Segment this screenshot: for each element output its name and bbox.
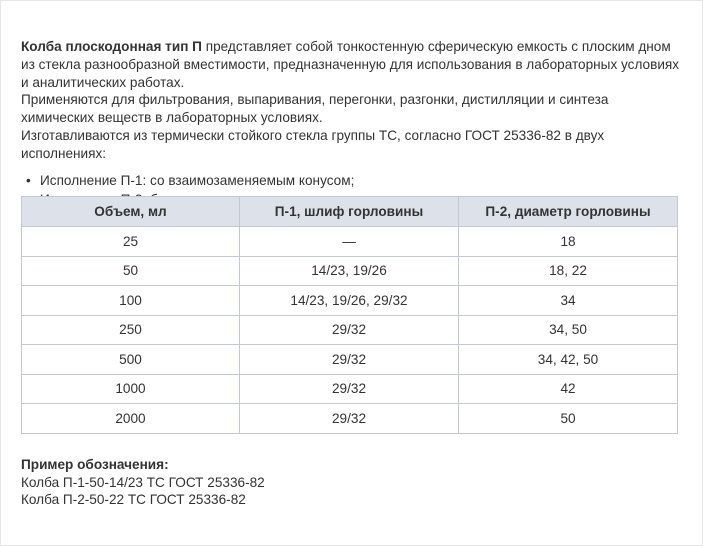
table-row [22,256,678,286]
cell-p2: 50 [459,404,678,434]
cell-p1: 29/32 [240,315,459,345]
manufacture-text: Изготавливаются из термически стойкого стекла группы ТС, согласно ГОСТ 25336-82 в двух исполнениях: [21,127,605,161]
specs-table [21,196,678,434]
designation-example [21,456,265,509]
cell-volume: 100 [22,286,240,316]
cell-p2: 34, 42, 50 [459,345,678,375]
cell-p2: 34 [459,286,678,316]
cell-p1: 29/32 [240,404,459,434]
cell-volume: 500 [22,345,240,375]
cell-p2: 42 [459,374,678,404]
description [21,38,681,209]
cell-p1: — [240,227,459,257]
cell-volume: 250 [22,315,240,345]
table-row [22,345,678,375]
table-row [22,315,678,345]
example-heading [21,456,265,474]
cell-volume: 50 [22,256,240,286]
table-header-row [22,197,678,227]
intro-text: представляет собой тонкостенную сферическую емкость с плоским дном из стекла разнообразной вместимости, предназначенную для использования в лабораторных условиях и аналитических работах. [21,39,680,90]
list-item: • Исполнение П-1: со взаимозаменяемым конусом; [40,171,681,190]
cell-p1: 14/23, 19/26 [240,256,459,286]
intro-paragraph [21,38,681,91]
cell-volume: 1000 [22,374,240,404]
table-row [22,374,678,404]
table-row [22,227,678,257]
example-line: Колба П-1-50-14/23 ТС ГОСТ 25336-82 [21,474,265,490]
usage-text: Применяются для фильтрования, выпаривания, перегонки, разгонки, дистилляции и синтеза химических веществ в лабораторных условиях. [21,92,609,126]
header-p2: П-2, диаметр горловины [459,197,678,227]
table-row [22,286,678,316]
product-name: Колба плоскодонная тип П [21,39,202,54]
cell-p2: 18, 22 [459,256,678,286]
header-volume: Объем, мл [22,197,240,227]
cell-p2: 34, 50 [459,315,678,345]
example-line: Колба П-2-50-22 ТС ГОСТ 25336-82 [21,492,246,507]
cell-p2: 18 [459,227,678,257]
table-row [22,404,678,434]
cell-volume: 2000 [22,404,240,434]
cell-volume: 25 [22,227,240,257]
example-heading-text: Пример обозначения: [21,457,169,472]
cell-p1: 29/32 [240,345,459,375]
cell-p1: 29/32 [240,374,459,404]
cell-p1: 14/23, 19/26, 29/32 [240,286,459,316]
header-p1: П-1, шлиф горловины [240,197,459,227]
